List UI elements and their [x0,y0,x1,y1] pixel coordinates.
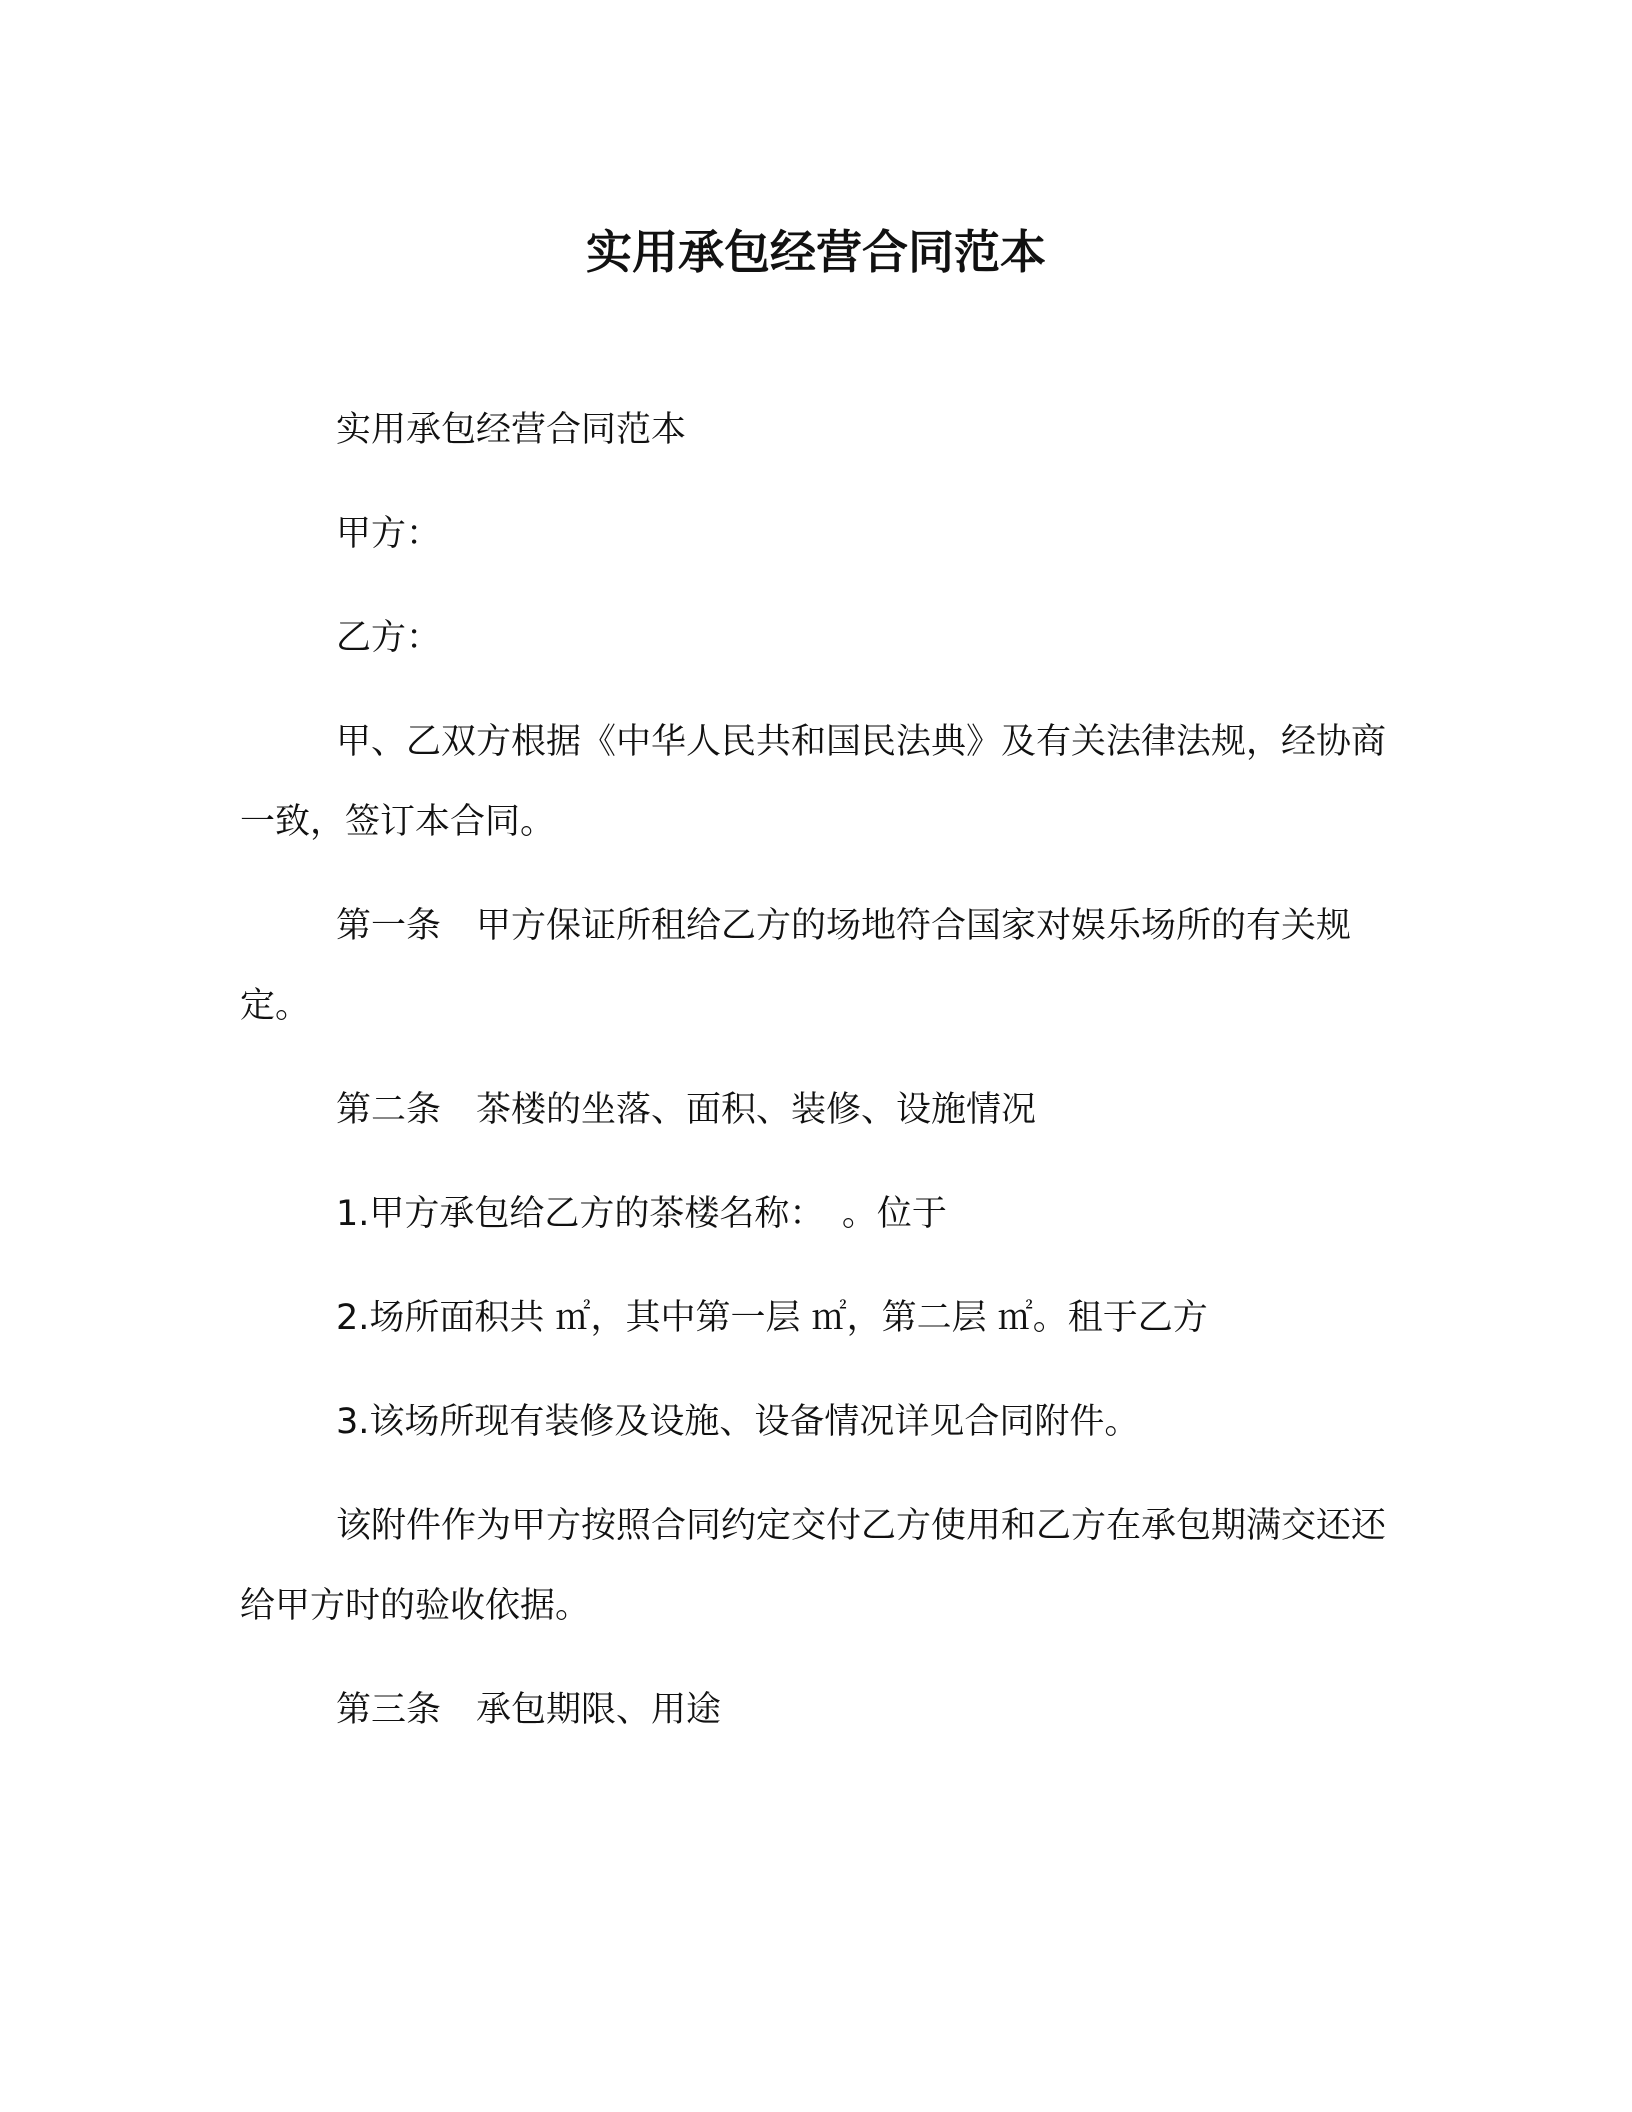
paragraph-article-2: 第二条 茶楼的坐落、面积、装修、设施情况 [336,1090,1037,1130]
paragraph-subtitle: 实用承包经营合同范本 [336,410,687,450]
paragraph-article-3: 第三条 承包期限、用途 [336,1690,722,1730]
paragraph-preamble: 甲、乙双方根据《中华人民共和国民法典》及有关法律法规，经协商一致，签订本合同。 [240,722,1387,842]
paragraph-party-a: 甲方： [336,514,442,554]
paragraph-article-1: 第一条 甲方保证所租给乙方的场地符合国家对娱乐场所的有关规定。 [240,906,1352,1026]
paragraph-item-3: 3.该场所现有装修及设施、设备情况详见合同附件。 [336,1402,1140,1442]
document-title: 实用承包经营合同范本 [586,225,1046,279]
paragraph-item-2: 2.场所面积共 ㎡，其中第一层 ㎡，第二层 ㎡。租于乙方 [336,1298,1208,1338]
paragraph-party-b: 乙方： [336,618,442,658]
paragraph-item-1: 1.甲方承包给乙方的茶楼名称： 。位于 [336,1194,947,1234]
document-body [240,390,1388,1774]
paragraph-attachment: 该附件作为甲方按照合同约定交付乙方使用和乙方在承包期满交还还给甲方时的验收依据。 [240,1506,1387,1626]
